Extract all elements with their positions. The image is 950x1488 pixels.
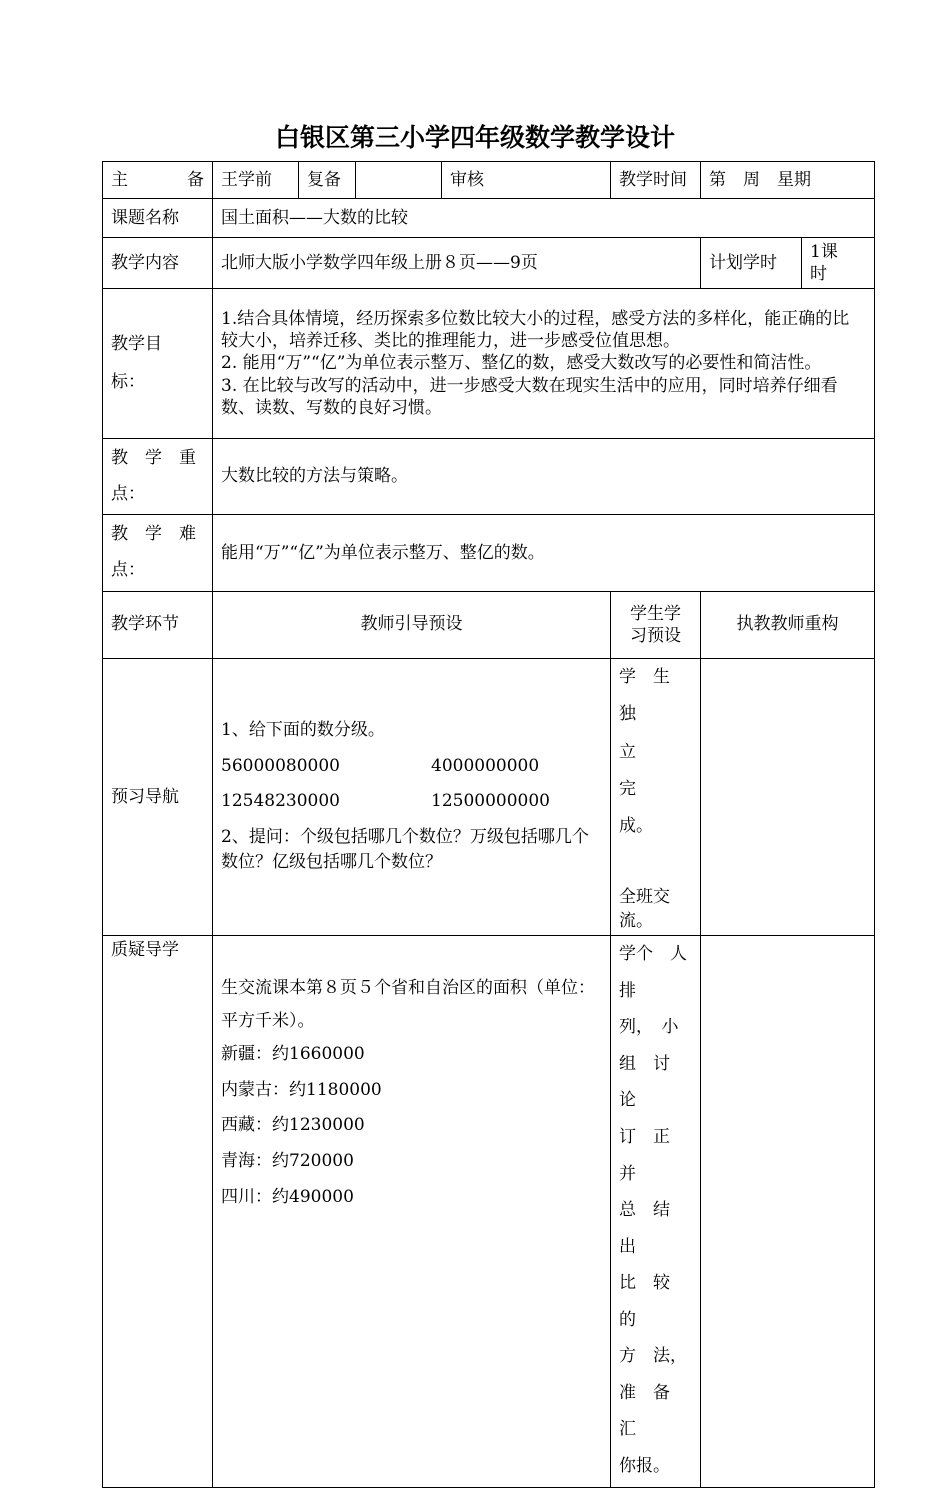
lesson-plan-table <box>102 161 875 1488</box>
prep-label-main: 主 <box>111 169 128 190</box>
preview-student-line: 全班交 <box>619 886 670 907</box>
preview-content <box>213 658 611 936</box>
preview-rebuild <box>701 658 875 936</box>
audit-label-cell: 审核 <box>442 162 611 199</box>
number-cell: 12500000000 <box>431 791 550 812</box>
goals-label-line1: 教学目 <box>111 334 162 355</box>
inquiry-student-line: 总 结 出 <box>619 1200 687 1257</box>
goals-label <box>103 289 213 439</box>
review-value-cell <box>356 162 442 199</box>
stage-header: 教学环节 <box>103 591 213 658</box>
key-label-line1: 教 学 重 <box>111 448 196 468</box>
content-value: 北师大版小学数学四年级上册８页——9页 <box>213 238 701 289</box>
inquiry-student-line: 订 正 并 <box>619 1127 687 1184</box>
topic-label: 课题名称 <box>103 199 213 238</box>
inquiry-row <box>103 936 875 1487</box>
author-cell: 王学前 <box>213 162 299 199</box>
key-value: 大数比较的方法与策略。 <box>213 439 875 515</box>
goal-item-1: 1.结合具体情境，经历探索多位数比较大小的过程，感受方法的多样化，能正确的比较大小，培养迁移、类比的推理能力，进一步感受位值思想。 <box>221 309 850 352</box>
student-header-line1: 学生学 <box>630 603 681 624</box>
time-label-cell: 教学时间 <box>611 162 701 199</box>
preview-student <box>611 658 701 936</box>
plan-label: 计划学时 <box>701 238 802 289</box>
difficulty-label-line2: 点： <box>111 560 145 581</box>
stage-header-row <box>103 591 875 658</box>
inquiry-student-line: 列， 小 <box>619 1017 679 1038</box>
review-label-cell: 复备 <box>299 162 356 199</box>
number-cell: 56000080000 <box>221 755 340 776</box>
inquiry-student-line: 学个 人 排 <box>619 944 704 1001</box>
inquiry-student-line: 比 较 的 <box>619 1273 687 1330</box>
inquiry-student-line: 你报。 <box>619 1455 670 1476</box>
inquiry-area-item: 内蒙古：约1180000 <box>221 1079 382 1100</box>
number-cell: 4000000000 <box>431 755 540 776</box>
preview-q1: 1、给下面的数分级。 <box>221 720 385 741</box>
goal-item-3: 3. 在比较与改写的活动中，进一步感受大数在现实生活中的应用，同时培养仔细看数、读数、写数的良好习惯。 <box>221 375 838 418</box>
time-value-cell: 第 周 星期 <box>701 162 875 199</box>
difficulty-value: 能用“万”“亿”为单位表示整万、整亿的数。 <box>213 515 875 591</box>
student-header-line2: 习预设 <box>630 625 681 646</box>
inquiry-rebuild <box>701 936 875 1487</box>
goals-value <box>213 289 875 439</box>
plan-value-line1: 1课 <box>810 241 838 262</box>
inquiry-student-line: 方 法， <box>619 1346 687 1367</box>
number-row <box>221 754 602 780</box>
inquiry-stage: 质疑导学 <box>103 936 213 1487</box>
inquiry-area-item: 西藏：约1230000 <box>221 1115 365 1136</box>
inquiry-intro: 生交流课本第８页５个省和自治区的面积（单位：平方千米）。 <box>221 978 595 1031</box>
preview-student-line: 立 完 <box>619 741 687 799</box>
teacher-header: 教师引导预设 <box>213 591 611 658</box>
inquiry-student-line: 准 备 汇 <box>619 1382 687 1440</box>
prep-label-prep: 备 <box>187 169 204 190</box>
prep-label-cell <box>103 162 213 199</box>
student-header <box>611 591 701 658</box>
goals-label-line2: 标： <box>111 371 145 392</box>
key-row <box>103 439 875 515</box>
topic-row <box>103 199 875 238</box>
inquiry-content <box>213 936 611 1487</box>
page-title: 白银区第三小学四年级数学教学设计 <box>274 123 675 152</box>
goals-row <box>103 289 875 439</box>
preview-student-line: 学 生 独 <box>619 666 687 725</box>
topic-value: 国土面积——大数的比较 <box>213 199 875 238</box>
goal-item-2: 2. 能用“万”“亿”为单位表示整万、整亿的数，感受大数改写的必要性和简洁性。 <box>221 353 822 374</box>
preview-student-line: 流。 <box>619 910 653 931</box>
plan-value <box>802 238 875 289</box>
plan-value-line2: 时 <box>810 264 827 284</box>
key-label-line2: 点： <box>111 483 145 504</box>
content-label: 教学内容 <box>103 238 213 289</box>
difficulty-label-line1: 教 学 难 <box>111 524 196 545</box>
content-row <box>103 238 875 289</box>
difficulty-row <box>103 515 875 591</box>
number-cell: 12548230000 <box>221 791 340 812</box>
rebuild-header: 执教教师重构 <box>701 591 875 658</box>
preview-student-line: 成。 <box>619 816 653 837</box>
preview-stage: 预习导航 <box>103 658 213 936</box>
key-label <box>103 439 213 515</box>
header-info-row <box>103 162 875 199</box>
inquiry-area-item: 新疆：约1660000 <box>221 1043 365 1064</box>
inquiry-student-line: 组 讨 论 <box>619 1053 687 1111</box>
number-row <box>221 789 602 815</box>
preview-q2: 2、提问：个级包括哪几个数位？万级包括哪几个数位？亿级包括哪几个数位？ <box>221 826 589 873</box>
inquiry-area-item: 四川：约490000 <box>221 1186 354 1207</box>
preview-row <box>103 658 875 936</box>
inquiry-student <box>611 936 704 1487</box>
inquiry-area-item: 青海：约720000 <box>221 1150 354 1171</box>
difficulty-label <box>103 515 213 591</box>
